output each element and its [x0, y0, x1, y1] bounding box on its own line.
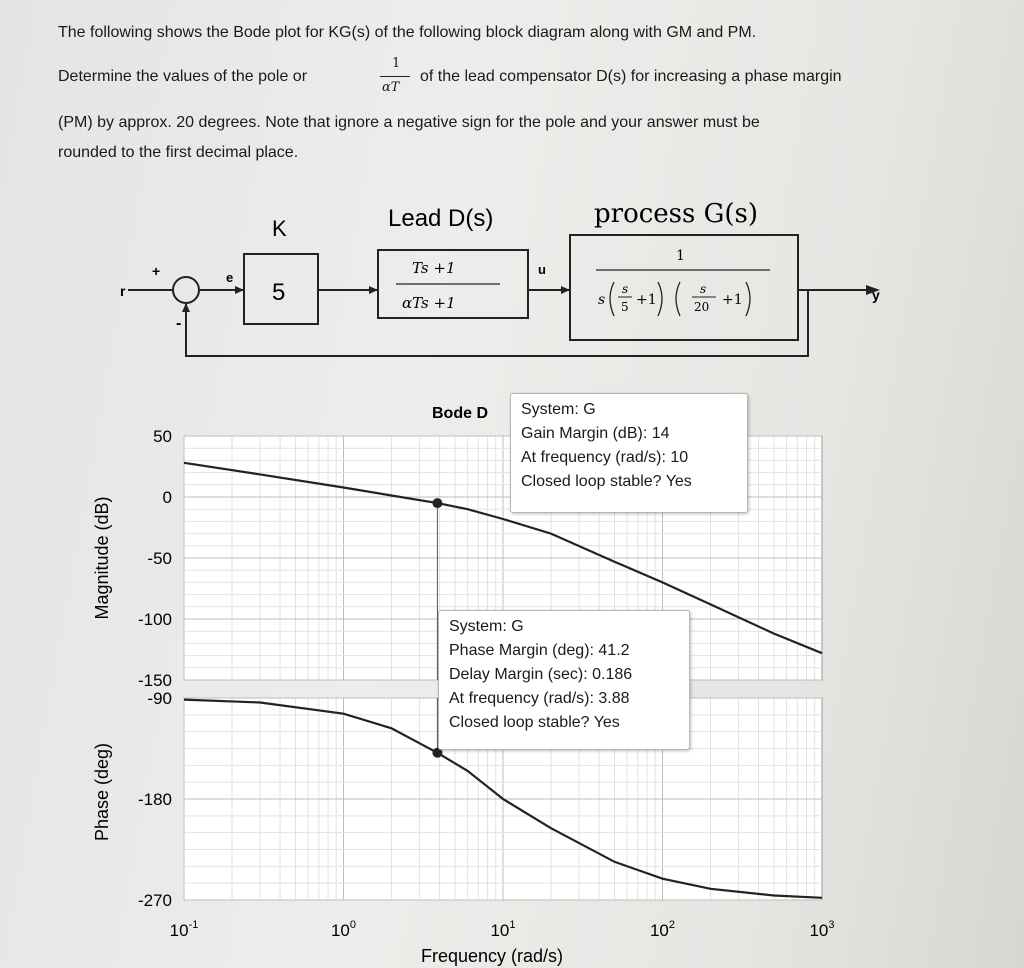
signal-r-label: r — [120, 283, 126, 299]
phase-ylabel: Phase (deg) — [92, 742, 112, 842]
problem-line-1: The following shows the Bode plot for KG(s) of the following block diagram along with GM and PM. — [58, 24, 757, 41]
factor2-den: 20 — [694, 300, 710, 314]
process-title: process G(s) — [594, 199, 759, 229]
signal-e-label: e — [226, 270, 234, 285]
mag-datatip-marker[interactable] — [432, 498, 442, 508]
mag-ytick-label: -50 — [147, 549, 172, 568]
plus-sign: + — [152, 263, 161, 279]
process-s: s — [598, 292, 606, 308]
phase-ytick-label: -180 — [137, 790, 172, 809]
minus-sign: - — [176, 315, 182, 332]
xtick-label: $10^1$ — [490, 919, 516, 940]
gm-stable: Closed loop stable? Yes — [521, 473, 692, 490]
problem-line-3: (PM) by approx. 20 degrees. Note that ignore a negative sign for the pole and your answer must be — [58, 114, 760, 131]
lead-denominator: αTs +1 — [402, 294, 456, 312]
xtick-label: $10^{-1}$ — [169, 919, 199, 940]
gain-value: 5 — [272, 279, 286, 306]
bode-title: Bode D — [432, 405, 488, 422]
mag-ytick-label: 50 — [153, 427, 172, 446]
pm-system: System: G — [449, 618, 524, 635]
pm-phase-margin: Phase Margin (deg): 41.2 — [449, 642, 630, 659]
signal-u-label: u — [538, 262, 546, 277]
phase-margin-datatip[interactable] — [438, 610, 690, 750]
phase-ytick-label: -90 — [147, 689, 172, 708]
factor2-plus-one: +1 — [722, 292, 743, 308]
phase-ytick-label: -270 — [137, 891, 172, 910]
pm-stable: Closed loop stable? Yes — [449, 714, 620, 731]
factor1-plus-one: +1 — [636, 292, 657, 308]
factor1-den: 5 — [621, 300, 629, 314]
gm-frequency: At frequency (rad/s): 10 — [521, 449, 689, 466]
magnitude-ylabel: Magnitude (dB) — [92, 496, 112, 620]
mag-ytick-label: -150 — [137, 671, 172, 690]
xlabel: Frequency (rad/s) — [420, 946, 564, 966]
gm-gain-margin: Gain Margin (dB): 14 — [521, 425, 670, 442]
xtick-label: $10^2$ — [649, 919, 676, 940]
problem-line-4: rounded to the first decimal place. — [58, 144, 299, 161]
gain-title: K — [272, 216, 287, 241]
problem-line-2b: of the lead compensator D(s) for increasing a phase margin — [420, 68, 842, 85]
xtick-label: $10^3$ — [809, 919, 835, 940]
lead-title: Lead D(s) — [388, 205, 494, 232]
lead-numerator: Ts +1 — [412, 259, 456, 277]
problem-line-2a: Determine the values of the pole or — [58, 68, 308, 85]
mag-ytick-label: -100 — [137, 610, 172, 629]
gain-margin-datatip[interactable] — [510, 393, 748, 513]
signal-y-label: y — [872, 287, 880, 303]
process-numerator: 1 — [676, 248, 685, 264]
factor2-num: s — [700, 282, 707, 296]
pm-delay-margin: Delay Margin (sec): 0.186 — [449, 666, 633, 683]
mag-ytick-label: 0 — [162, 488, 172, 507]
pole-fraction-denominator: αT — [382, 80, 400, 95]
pole-fraction-numerator: 1 — [392, 56, 401, 71]
gm-system: System: G — [521, 401, 596, 418]
xtick-label: $10^0$ — [330, 919, 357, 940]
pm-frequency: At frequency (rad/s): 3.88 — [449, 690, 630, 707]
factor1-num: s — [622, 282, 629, 296]
